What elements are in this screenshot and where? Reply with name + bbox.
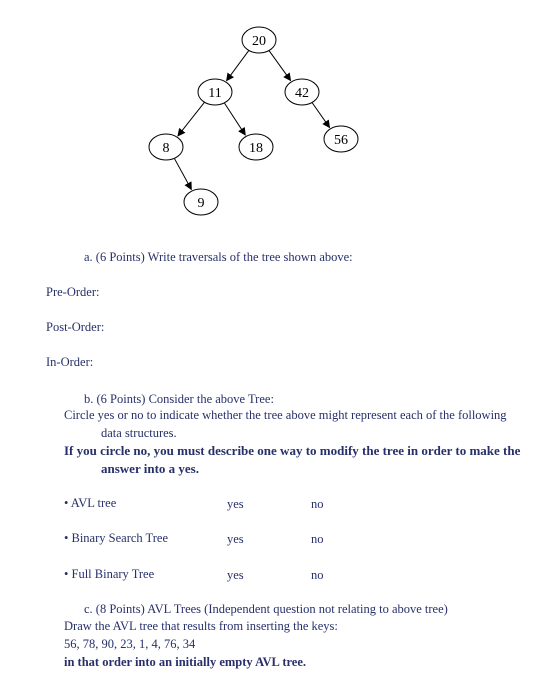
tree-node-label: 42 [295, 86, 309, 101]
tree-edge-n8-n9 [175, 159, 192, 190]
tree-node-8 [149, 134, 183, 160]
tree-node-label: 11 [208, 86, 222, 101]
tree-node-label: 20 [252, 34, 266, 49]
tree-node-label: 56 [334, 133, 348, 148]
option-bst-no: no [311, 532, 324, 546]
option-avl-no: no [311, 497, 324, 511]
option-full-yes: yes [227, 568, 244, 582]
tree-edge-n42-n56 [312, 103, 329, 128]
question-a-heading: a. (6 Points) Write traversals of the tree shown above: [84, 250, 353, 264]
option-bst-yes: yes [227, 532, 244, 546]
tree-node-18 [239, 134, 273, 160]
option-full-no: no [311, 568, 324, 582]
tree-node-label: 8 [162, 141, 170, 156]
question-b-heading: b. (6 Points) Consider the above Tree: [84, 392, 274, 406]
question-c-keys: 56, 78, 90, 23, 1, 4, 76, 34 [64, 637, 196, 651]
tree-node-label: 18 [249, 141, 263, 156]
option-bst-label: • Binary Search Tree [64, 531, 169, 545]
option-avl-yes: yes [227, 497, 244, 511]
binary-tree-diagram [0, 0, 537, 225]
question-b-bold-line1: If you circle no, you must describe one way to modify the tree in order to make the [64, 443, 521, 458]
tree-node-9 [184, 189, 218, 215]
question-c-heading: c. (8 Points) AVL Trees (Independent question not relating to above tree) [84, 602, 448, 616]
question-c-bold: in that order into an initially empty AVL tree. [64, 655, 307, 669]
question-b-line2: data structures. [101, 426, 177, 440]
tree-edge-n20-n42 [269, 51, 290, 81]
post-order-label: Post-Order: [46, 320, 105, 334]
in-order-label: In-Order: [46, 355, 94, 369]
tree-node-56 [324, 126, 358, 152]
tree-edge-n11-n18 [225, 103, 246, 135]
tree-edge-n11-n8 [178, 102, 204, 135]
tree-node-11 [198, 79, 232, 105]
tree-node-label: 9 [197, 196, 205, 211]
tree-node-42 [285, 79, 319, 105]
tree-node-20 [242, 27, 276, 53]
question-b-bold-line2: answer into a yes. [101, 461, 199, 476]
question-c-line1: Draw the AVL tree that results from inserting the keys: [64, 619, 338, 633]
question-b-line1: Circle yes or no to indicate whether the tree above might represent each of the following [64, 408, 507, 422]
option-full-label: • Full Binary Tree [64, 567, 155, 581]
tree-edge-n20-n11 [227, 51, 249, 81]
pre-order-label: Pre-Order: [46, 285, 100, 299]
option-avl-label: • AVL tree [64, 496, 117, 510]
